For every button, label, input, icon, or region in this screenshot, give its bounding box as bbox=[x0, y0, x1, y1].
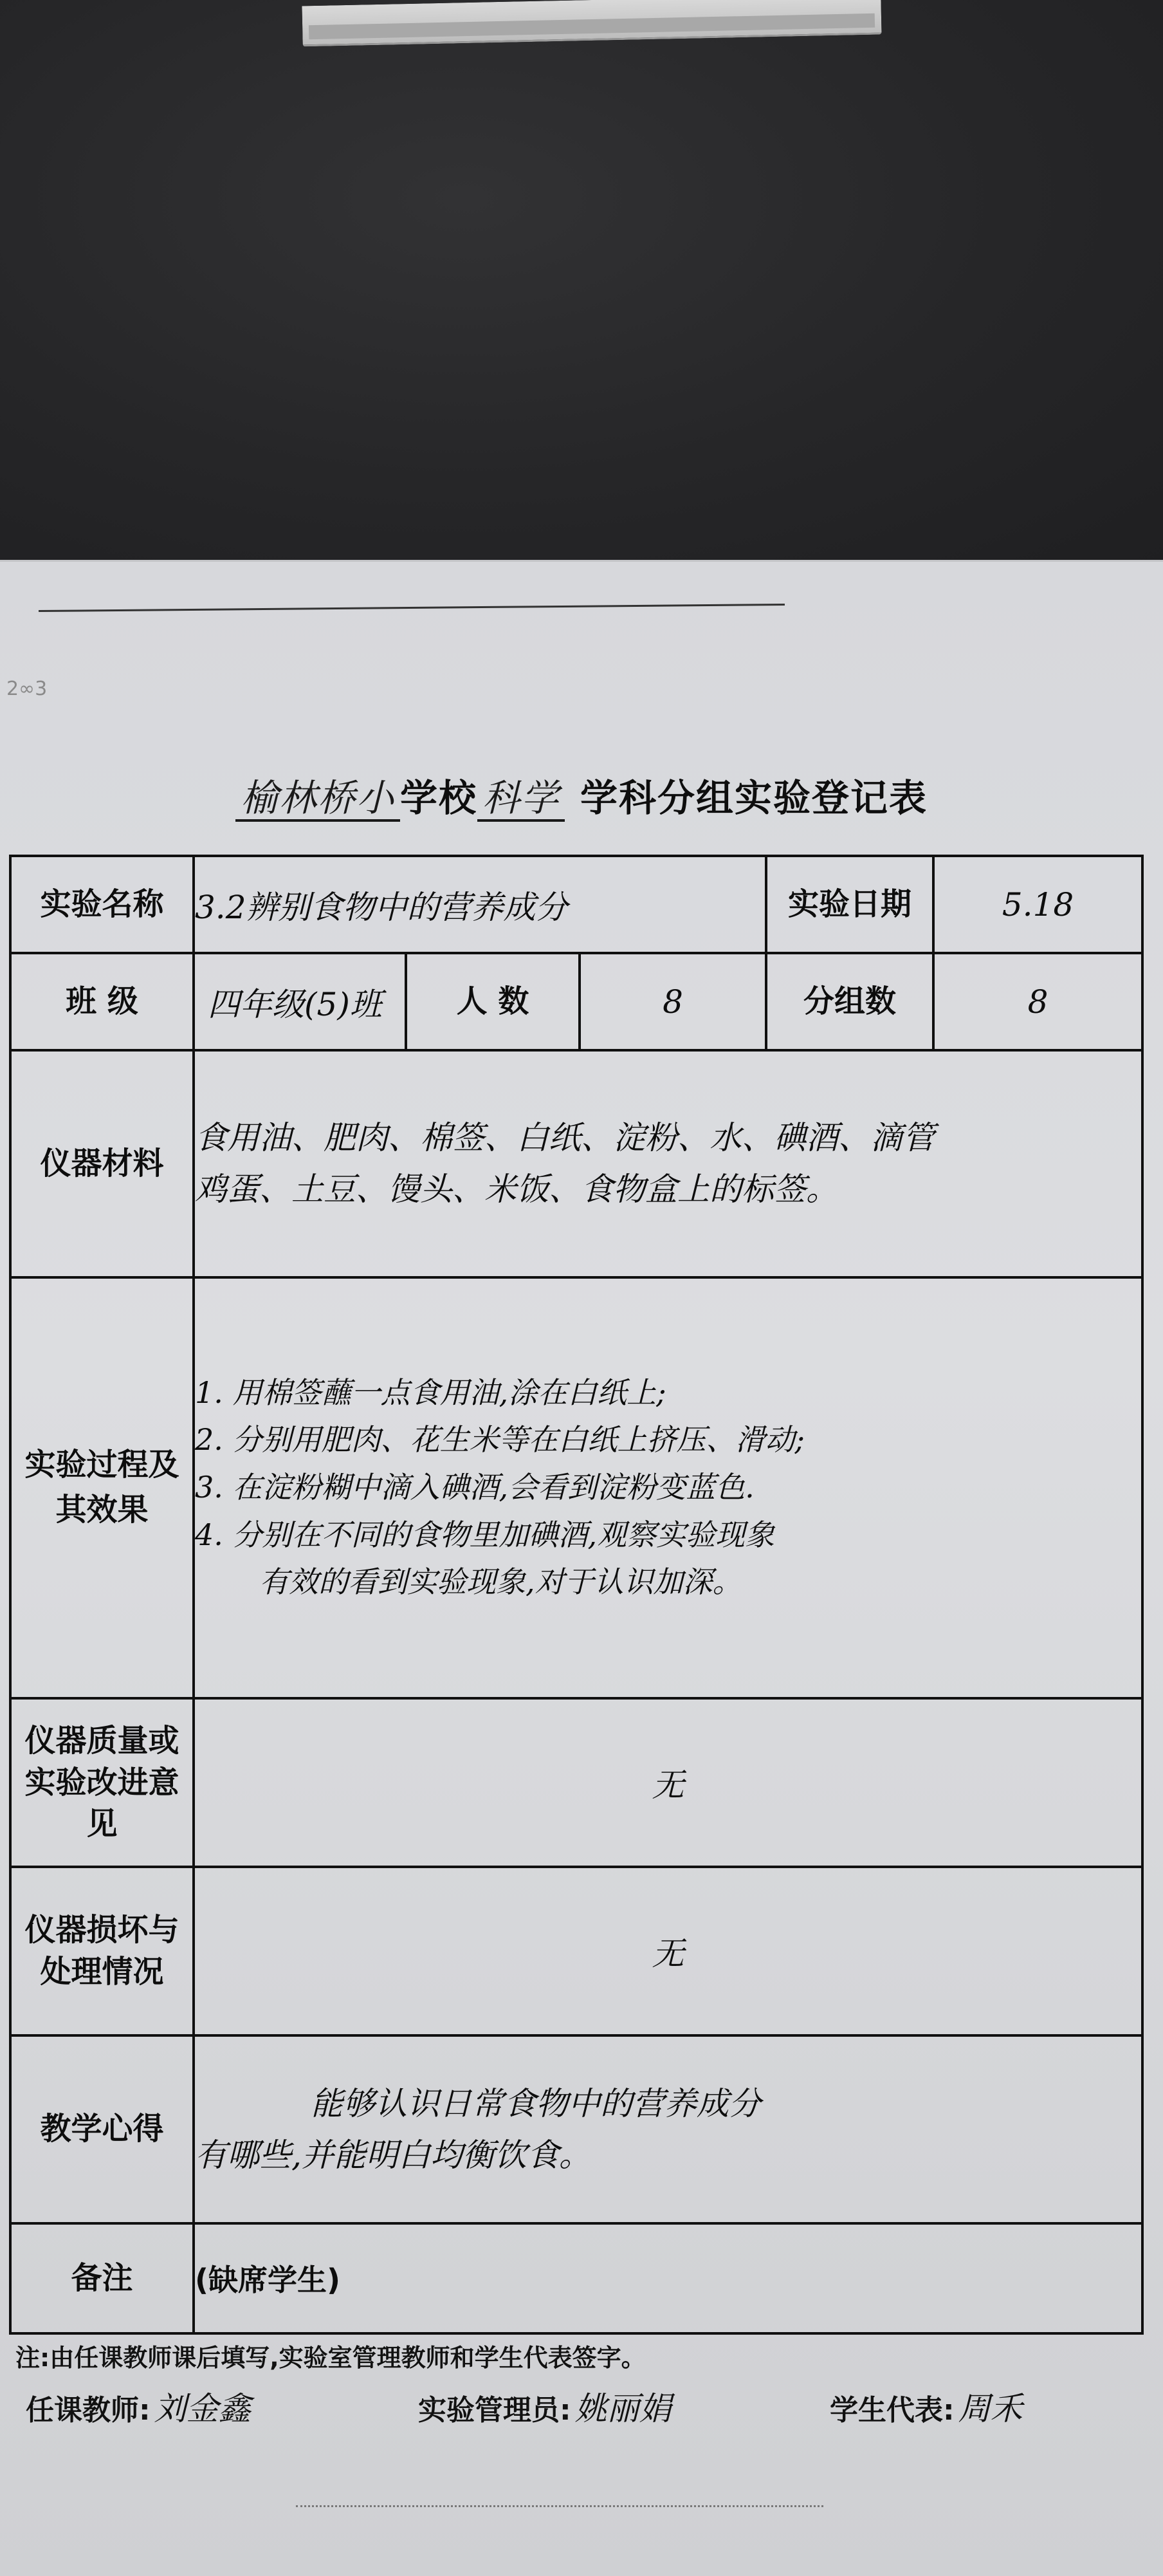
materials-line-1: 食用油、肥肉、棉签、白纸、淀粉、水、碘酒、滴管 bbox=[195, 1119, 935, 1157]
class-label: 班 级 bbox=[10, 953, 194, 1050]
damage-value: 无 bbox=[194, 1867, 1142, 2035]
process-steps bbox=[194, 1277, 1142, 1699]
groups-label: 分组数 bbox=[766, 953, 933, 1050]
row-remarks bbox=[10, 2223, 1142, 2333]
quality-label: 仪器质量或实验改进意见 bbox=[10, 1698, 194, 1867]
process-step: 有效的看到实验现象,对于认识加深。 bbox=[259, 1564, 742, 1600]
school-suffix: 学校 bbox=[399, 776, 477, 820]
experiment-date-label: 实验日期 bbox=[766, 856, 933, 953]
materials-value bbox=[194, 1050, 1142, 1277]
experiment-name-value: 3.2辨别食物中的营养成分 bbox=[194, 856, 766, 953]
remarks-label: 备注 bbox=[10, 2223, 194, 2333]
school-name: 榆林桥小 bbox=[235, 778, 400, 822]
teacher-label: 任课教师: bbox=[26, 2394, 151, 2427]
class-value: 四年级(5)班 bbox=[194, 953, 406, 1050]
row-quality bbox=[10, 1698, 1142, 1867]
teaching-line-1: 能够认识日常食物中的营养成分 bbox=[311, 2084, 761, 2122]
row-teaching bbox=[10, 2035, 1142, 2223]
bottom-scribble bbox=[296, 2505, 823, 2523]
row-materials bbox=[10, 1050, 1142, 1277]
groups-value: 8 bbox=[933, 953, 1142, 1050]
lab-manager-label: 实验管理员: bbox=[418, 2394, 571, 2427]
process-step: 4. 分别在不同的食物里加碘酒,观察实验现象 bbox=[195, 1517, 775, 1552]
experiment-form-table bbox=[9, 855, 1144, 2335]
margin-note: 2∞3 bbox=[6, 678, 48, 700]
row-experiment-name bbox=[10, 856, 1142, 953]
student-rep-signature bbox=[830, 2383, 1023, 2429]
lab-manager-signature bbox=[418, 2383, 672, 2429]
process-label: 实验过程及其效果 bbox=[10, 1277, 194, 1699]
subject-name: 科学 bbox=[477, 778, 565, 822]
row-class-info bbox=[10, 953, 1142, 1050]
footnote: 注:由任课教师课后填写,实验室管理教师和学生代表签字。 bbox=[15, 2344, 646, 2372]
teaching-label: 教学心得 bbox=[10, 2035, 194, 2223]
process-step: 2. 分别用肥肉、花生米等在白纸上挤压、滑动; bbox=[195, 1422, 805, 1458]
materials-label: 仪器材料 bbox=[10, 1050, 194, 1277]
row-damage bbox=[10, 1867, 1142, 2035]
process-step: 3. 在淀粉糊中滴入碘酒,会看到淀粉变蓝色. bbox=[195, 1470, 755, 1505]
title-suffix: 学科分组实验登记表 bbox=[580, 776, 928, 820]
people-label: 人 数 bbox=[406, 953, 580, 1050]
teaching-line-2: 有哪些,并能明白均衡饮食。 bbox=[195, 2136, 591, 2174]
row-process bbox=[10, 1277, 1142, 1699]
process-step: 1. 用棉签蘸一点食用油,涂在白纸上; bbox=[195, 1375, 666, 1410]
teacher-signature bbox=[26, 2383, 251, 2429]
teaching-value bbox=[194, 2035, 1142, 2223]
dark-background bbox=[0, 0, 1163, 566]
student-rep-name: 周禾 bbox=[958, 2390, 1023, 2427]
top-rule-line bbox=[39, 604, 785, 612]
registration-sheet bbox=[0, 560, 1163, 2576]
signature-row bbox=[26, 2383, 1145, 2441]
form-title bbox=[0, 768, 1163, 822]
materials-line-2: 鸡蛋、土豆、馒头、米饭、食物盒上的标签。 bbox=[195, 1171, 838, 1209]
lab-manager-name: 姚丽娟 bbox=[574, 2390, 672, 2427]
quality-value: 无 bbox=[194, 1698, 1142, 1867]
remarks-value: (缺席学生) bbox=[194, 2223, 1142, 2333]
damage-label: 仪器损坏与处理情况 bbox=[10, 1867, 194, 2035]
experiment-date-value: 5.18 bbox=[933, 856, 1142, 953]
teacher-name: 刘金鑫 bbox=[154, 2390, 251, 2427]
student-rep-label: 学生代表: bbox=[830, 2394, 955, 2427]
people-value: 8 bbox=[580, 953, 766, 1050]
experiment-name-label: 实验名称 bbox=[10, 856, 194, 953]
